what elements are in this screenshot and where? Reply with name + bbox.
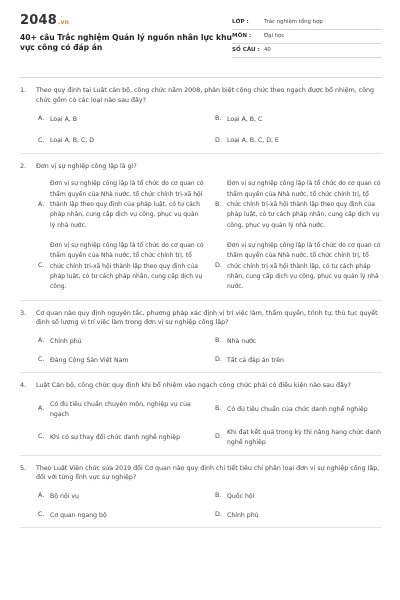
- option-key: A.: [38, 200, 45, 208]
- option-text: Đơn vị sự nghiệp công lập là tổ chức do cơ quan có thẩm quyền của Nhà nước, tổ chức chính trị, tổ chức chính trị-xã hội thành lập theo quy định của pháp luật, có tư cách pháp nhân, cung cấp dịch vụ công, phục vụ quản lý nhà nước.: [227, 180, 381, 229]
- option-key: C.: [38, 433, 45, 441]
- option-a[interactable]: [38, 179, 205, 231]
- option-key: D.: [215, 511, 222, 518]
- option-text: Loại A, B: [50, 115, 78, 123]
- option-b[interactable]: [215, 400, 382, 419]
- option-key: A.: [38, 405, 45, 413]
- option-text: Loại A, B, C, D: [50, 137, 94, 145]
- question-2: [20, 154, 382, 301]
- meta-row-count: [232, 44, 382, 58]
- option-text: Tất cả đáp án trên: [227, 356, 284, 364]
- meta-key: SỐ CÂU :: [232, 46, 260, 53]
- option-text: Bộ nội vụ: [50, 493, 79, 500]
- meta-table: [232, 16, 382, 58]
- option-key: B.: [215, 114, 222, 122]
- meta-value: Trắc nghiệm tổng hợp: [264, 18, 323, 25]
- answer-options: [20, 115, 382, 146]
- option-text: Quốc hội: [227, 493, 255, 500]
- option-d[interactable]: [215, 136, 382, 146]
- option-text: Đơn vị sự nghiệp công lập là tổ chức do cơ quan có thẩm quyền của Nhà nước, tổ chức chính trị, tổ chức chính trị-xã hội thành lập theo quy định của pháp luật, có tư cách pháp nhân, cung cấp dịch vụ công.: [50, 242, 204, 291]
- option-c[interactable]: [38, 428, 205, 447]
- option-c[interactable]: [38, 241, 205, 293]
- meta-key: MÔN :: [232, 32, 252, 39]
- meta-row-subject: [232, 30, 382, 44]
- document-title: 40+ câu Trắc nghiệm Quản lý nguồn nhân lực khu vực công có đáp án: [20, 33, 232, 53]
- option-a[interactable]: [38, 337, 205, 347]
- option-text: Đảng Cộng Sản Việt Nam: [50, 356, 129, 364]
- option-a[interactable]: [38, 400, 205, 419]
- meta-row-class: [232, 16, 382, 30]
- option-key: B.: [215, 492, 222, 500]
- option-text: Có đủ tiêu chuẩn chuyên môn, nghiệp vụ của ngạch: [50, 401, 191, 418]
- option-d[interactable]: [215, 356, 382, 366]
- option-key: D.: [215, 136, 222, 144]
- option-a[interactable]: [38, 115, 205, 125]
- page-header: [20, 14, 382, 62]
- option-key: B.: [215, 337, 222, 345]
- option-text: Khi đạt kết quả trong kỳ thi nâng hạng chức danh nghề nghiệp: [227, 429, 382, 446]
- option-key: C.: [38, 136, 45, 144]
- option-d[interactable]: [215, 241, 382, 293]
- option-text: Khi có sự thay đổi chức danh nghề nghiệp: [50, 434, 181, 442]
- option-b[interactable]: [215, 337, 382, 347]
- option-key: D.: [215, 433, 222, 441]
- option-text: Đơn vị sự nghiệp công lập là tổ chức do cơ quan có thẩm quyền của Nhà nước, tổ chức chính trị, tổ chức chính trị-xã hội thành lập, có tư cách pháp nhân, cung cấp dịch vụ công, phục vụ quản lý nhà nước.: [227, 242, 381, 291]
- question-text: Theo quy định tại Luật cán bộ, công chức năm 2008, phân biệt công chức theo ngạch được bổ nhiệm, công chức gồm có các loại nào sau đây?: [36, 87, 375, 104]
- question-number: 4.: [20, 381, 27, 390]
- question-5: [20, 456, 382, 529]
- option-key: B.: [215, 200, 222, 208]
- meta-value: 40: [264, 46, 271, 53]
- option-d[interactable]: [215, 428, 382, 447]
- option-key: C.: [38, 262, 45, 270]
- answer-options: [20, 400, 382, 447]
- answer-options: [20, 179, 382, 292]
- question-number: 2.: [20, 161, 27, 170]
- logo-suffix: .vn: [57, 19, 70, 26]
- meta-key: LỚP :: [232, 18, 249, 25]
- option-b[interactable]: [215, 115, 382, 125]
- question-text: Luật Cán bộ, công chức quy định khi bổ nhiệm vào ngạch công chức phải có điều kiện nào sau đây?: [36, 382, 351, 390]
- option-key: B.: [215, 405, 222, 413]
- option-key: A.: [38, 337, 45, 345]
- question-text: Cơ quan nào quy định nguyên tắc, phương pháp xác định vị trí việc làm, thẩm quyền, trình tự, thủ tục quyết định số lượng vị trí việc làm trong đơn vị sự nghiệp công lập?: [36, 309, 378, 327]
- question-text: Theo Luật Viên chức sửa 2019 đối Cơ quan nào quy định chi tiết tiêu chí phân loại đơn vị sự nghiệp công lập, đối với từng lĩnh vực sự nghiệp?: [36, 464, 380, 482]
- answer-options: [20, 492, 382, 520]
- brand-block: [20, 14, 230, 54]
- option-c[interactable]: [38, 136, 205, 146]
- question-4: [20, 373, 382, 455]
- option-c[interactable]: [38, 356, 205, 366]
- option-key: A.: [38, 114, 45, 122]
- answer-options: [20, 337, 382, 365]
- question-text: Đơn vị sự nghiệp công lập là gì?: [36, 162, 137, 170]
- option-key: D.: [215, 262, 222, 270]
- question-number: 1.: [20, 86, 27, 94]
- option-b[interactable]: [215, 492, 382, 502]
- question-1: [20, 78, 382, 154]
- option-text: Chính phủ: [227, 511, 259, 519]
- option-c[interactable]: [38, 511, 205, 521]
- option-a[interactable]: [38, 492, 205, 502]
- option-d[interactable]: [215, 511, 382, 521]
- option-text: Loại A, B, C: [227, 115, 263, 123]
- question-3: [20, 301, 382, 374]
- logo-text: 2048: [20, 13, 57, 28]
- option-b[interactable]: [215, 179, 382, 231]
- option-key: C.: [38, 356, 45, 364]
- site-logo[interactable]: [20, 14, 230, 27]
- option-text: Chính phủ: [50, 338, 82, 346]
- option-text: Cơ quan ngang bộ: [50, 511, 107, 519]
- question-number: 3.: [20, 308, 27, 317]
- option-key: C.: [38, 511, 45, 518]
- option-text: Nhà nước: [227, 338, 257, 346]
- option-text: Loại A, B, C, D, E: [227, 137, 279, 145]
- meta-value: Đại học: [264, 32, 285, 39]
- question-number: 5.: [20, 463, 27, 472]
- option-text: Có đủ tiêu chuẩn của chức danh nghề nghiệp: [227, 405, 368, 413]
- option-key: D.: [215, 356, 222, 364]
- option-key: A.: [38, 492, 45, 500]
- option-text: Đơn vị sự nghiệp công lập là tổ chức do cơ quan có thẩm quyền của Nhà nước, tổ chức chính trị-xã hội thành lập theo quy định của pháp luật, có tư cách pháp nhân, cung cấp dịch vụ công, phục vụ quản lý nhà nước.: [50, 180, 204, 229]
